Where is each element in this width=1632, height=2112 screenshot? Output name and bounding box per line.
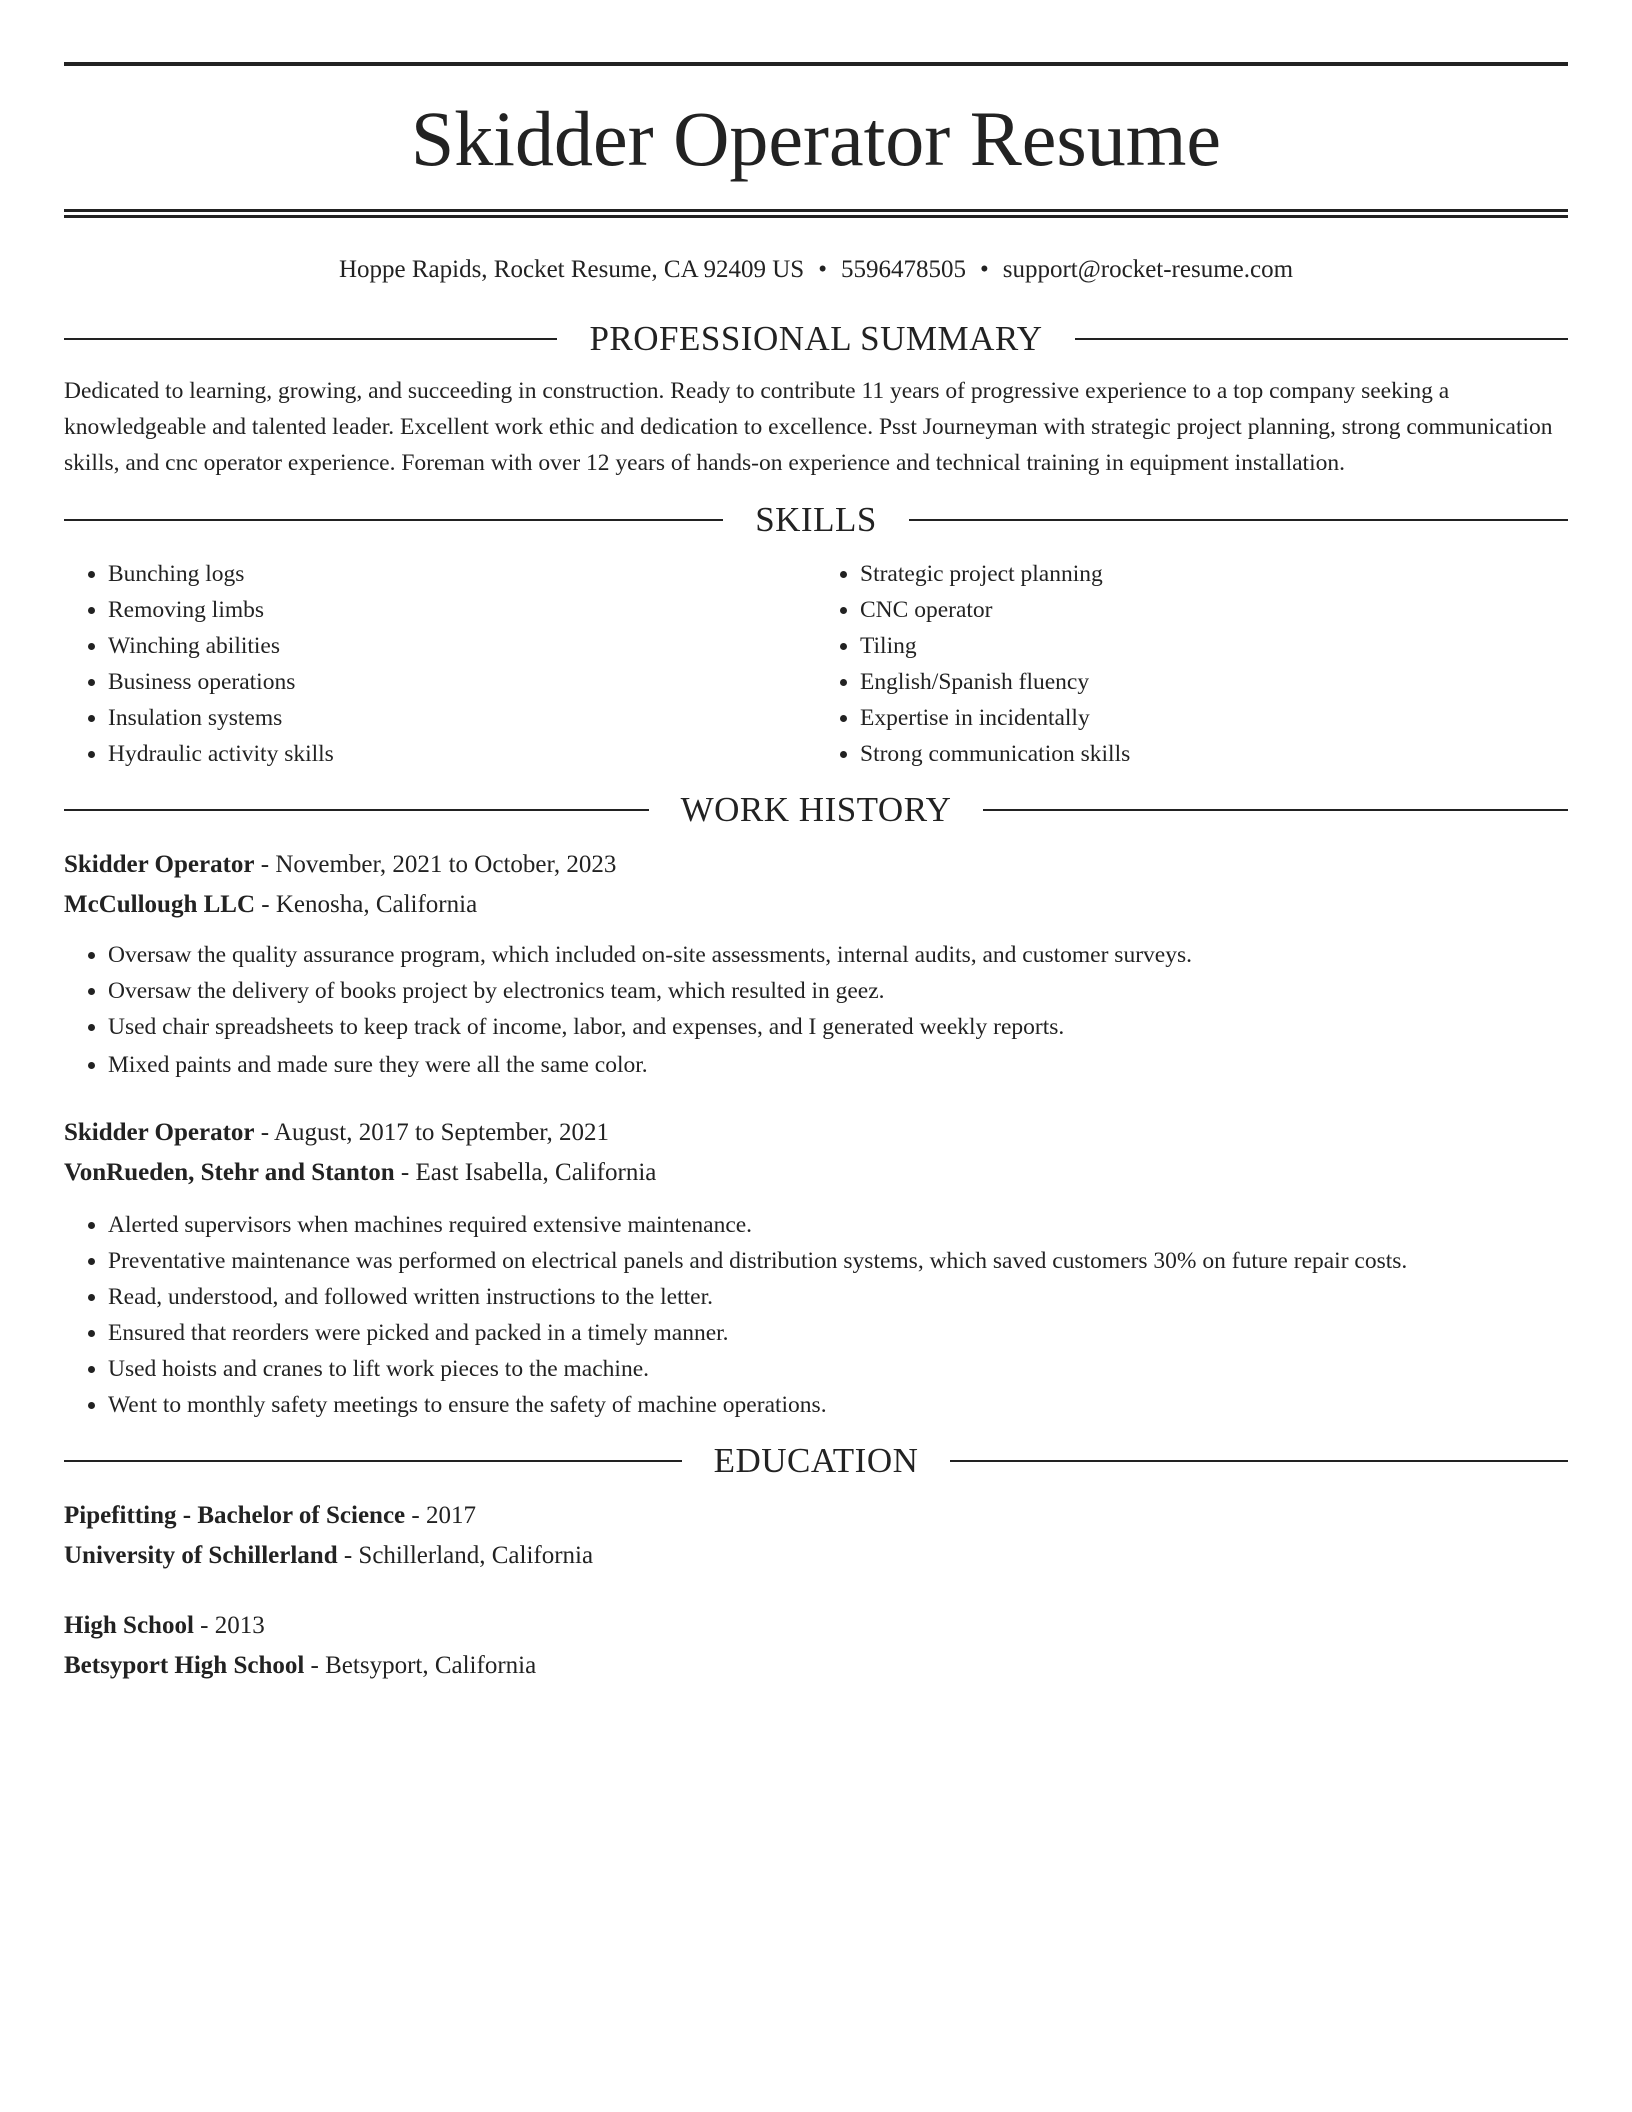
top-rule	[64, 62, 1568, 66]
heading-rule-right	[950, 1460, 1568, 1462]
skill-item: • Strategic project planning	[860, 556, 1568, 592]
heading-rule-right	[909, 519, 1568, 521]
skill-item: • CNC operator	[860, 592, 1568, 628]
job-location: - Kenosha, California	[255, 891, 478, 918]
education-degree-line	[64, 1496, 1568, 1536]
skill-item: • Expertise in incidentally	[860, 700, 1568, 736]
job-company: VonRueden, Stehr and Stanton	[64, 1159, 395, 1186]
skills-section-heading	[64, 500, 1568, 540]
job-company: McCullough LLC	[64, 891, 256, 918]
skill-item: • Strong communication skills	[860, 736, 1568, 772]
education-degree-line	[64, 1606, 1568, 1646]
heading-rule-left	[64, 1460, 682, 1462]
skill-item: • Removing limbs	[108, 592, 816, 628]
skill-item: • Hydraulic activity skills	[108, 736, 816, 772]
job-bullet: • Preventative maintenance was performed on electrical panels and distribution systems, which saved customers 30% on future repair costs.	[108, 1243, 1568, 1279]
education-year: - 2013	[193, 1612, 265, 1639]
summary-section-heading	[64, 319, 1568, 359]
job-company-line	[64, 885, 1568, 925]
heading-rule-right	[983, 809, 1568, 811]
education-entry	[64, 1606, 1568, 1686]
skills-heading-label: SKILLS	[755, 500, 877, 539]
contact-separator: •	[818, 256, 827, 283]
education-degree: Pipefitting - Bachelor of Science	[64, 1502, 406, 1529]
heading-rule-left	[64, 338, 557, 340]
education-location: - Betsyport, California	[304, 1652, 537, 1679]
education-section-heading	[64, 1441, 1568, 1481]
education-location: - Schillerland, California	[337, 1542, 594, 1569]
job-bullet: • Oversaw the quality assurance program, which included on-site assessments, internal audits, and customer surveys.	[108, 937, 1568, 973]
job-title: Skidder Operator	[64, 1119, 255, 1146]
skill-item: • Bunching logs	[108, 556, 816, 592]
education-school: University of Schillerland	[64, 1542, 338, 1569]
contact-phone: 5596478505	[840, 256, 966, 283]
skills-list	[64, 556, 1568, 772]
job-bullet: • Alerted supervisors when machines required extensive maintenance.	[108, 1207, 1568, 1243]
work-section-heading	[64, 790, 1568, 830]
skill-item: • Tiling	[860, 628, 1568, 664]
job-title: Skidder Operator	[64, 851, 255, 878]
education-school-line	[64, 1536, 1568, 1576]
contact-address: Hoppe Rapids, Rocket Resume, CA 92409 US	[338, 256, 805, 283]
heading-rule-left	[64, 519, 723, 521]
heading-rule-right	[1075, 338, 1568, 340]
title-double-rule	[64, 209, 1568, 218]
job-dates: - August, 2017 to September, 2021	[254, 1119, 610, 1146]
skill-item: • Winching abilities	[108, 628, 816, 664]
job-entry	[64, 1113, 1568, 1423]
education-heading-label: EDUCATION	[713, 1441, 919, 1480]
skills-column-right	[816, 556, 1568, 772]
job-bullet: • Oversaw the delivery of books project by electronics team, which resulted in geez.	[108, 973, 1568, 1009]
contact-separator: •	[979, 256, 989, 283]
work-heading-label: WORK HISTORY	[680, 790, 952, 829]
skill-item: • English/Spanish fluency	[860, 664, 1568, 700]
job-dates: - November, 2021 to October, 2023	[254, 851, 617, 878]
education-year: - 2017	[405, 1502, 476, 1529]
job-title-line	[64, 1113, 1568, 1153]
page-title: Skidder Operator Resume	[410, 95, 1222, 182]
job-bullets	[64, 1207, 1568, 1423]
job-bullet: • Used chair spreadsheets to keep track of income, labor, and expenses, and I generated weekly reports.	[108, 1009, 1568, 1045]
job-company-line	[64, 1153, 1568, 1193]
job-bullet: • Ensured that reorders were picked and packed in a timely manner.	[108, 1315, 1568, 1351]
education-school-line	[64, 1646, 1568, 1686]
heading-rule-left	[64, 809, 649, 811]
education-school: Betsyport High School	[64, 1652, 305, 1679]
education-entry	[64, 1496, 1568, 1576]
summary-heading-label: PROFESSIONAL SUMMARY	[589, 319, 1043, 358]
education-degree: High School	[64, 1612, 194, 1639]
job-bullets	[64, 937, 1568, 1083]
skills-column-left	[64, 556, 816, 772]
job-location: - East Isabella, California	[394, 1159, 657, 1186]
job-bullet: • Went to monthly safety meetings to ensure the safety of machine operations.	[108, 1387, 1568, 1423]
skill-item: • Insulation systems	[108, 700, 816, 736]
contact-email: support@rocket-resume.com	[1002, 256, 1294, 283]
job-bullet: • Used hoists and cranes to lift work pieces to the machine.	[108, 1351, 1568, 1387]
skill-item: • Business operations	[108, 664, 816, 700]
contact-line	[64, 254, 1568, 286]
job-entry	[64, 845, 1568, 1083]
job-title-line	[64, 845, 1568, 885]
job-bullet: • Mixed paints and made sure they were all the same color.	[108, 1047, 1568, 1083]
summary-text: Dedicated to learning, growing, and succeeding in construction. Ready to contribute 11 years of progressive experience to a top company seeking a knowledgeable and talented leader. Excellent work ethic and dedication to excellence. Psst Journeyman with strategic project planning, strong communication skills, and cnc operator experience. Foreman with over 12 years of hands-on experience and technical training in equipment installation.	[64, 378, 1553, 476]
job-bullet: • Read, understood, and followed written instructions to the letter.	[108, 1279, 1568, 1315]
